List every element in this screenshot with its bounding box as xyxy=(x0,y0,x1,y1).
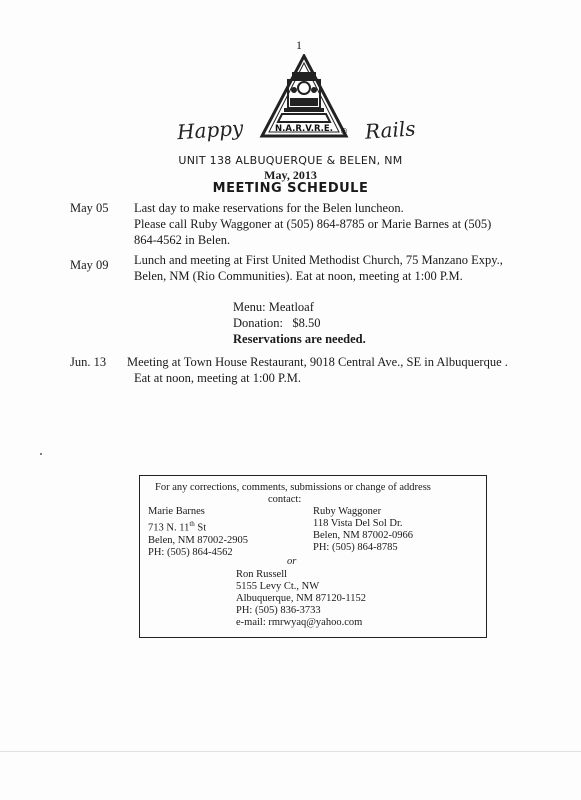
contact-or: or xyxy=(287,556,297,567)
page-number: 1 xyxy=(296,38,302,52)
entry-date: May 05 xyxy=(70,201,109,215)
contact-name: Ruby Waggoner xyxy=(313,506,382,517)
page-title: MEETING SCHEDULE xyxy=(212,181,369,196)
entry-line: Please call Ruby Waggoner at (505) 864-8785 or Marie Barnes at (505) xyxy=(134,217,492,231)
contact-email: e-mail: rmrwyaq@yahoo.com xyxy=(236,617,363,628)
contact-phone: PH: (505) 864-8785 xyxy=(313,542,398,553)
entry-date: May 09 xyxy=(70,258,109,272)
donation-line xyxy=(233,315,366,331)
contact-name: Ron Russell xyxy=(236,569,288,580)
entry-line: Last day to make reservations for the Belen luncheon. xyxy=(134,201,404,215)
contact-right xyxy=(313,506,413,554)
issue-month: May, 2013 xyxy=(264,168,317,182)
unit-line: UNIT 138 ALBUQUERQUE & BELEN, NM xyxy=(178,154,403,167)
entry-body xyxy=(134,252,503,284)
registered-mark: ® xyxy=(340,127,348,136)
scan-edge-line xyxy=(0,751,581,752)
entry-body xyxy=(134,200,491,248)
contact-city: Belen, NM 87002-2905 xyxy=(148,534,249,546)
contact-name: Marie Barnes xyxy=(148,506,205,517)
contact-phone: PH: (505) 836-3733 xyxy=(236,605,321,616)
stray-mark xyxy=(40,453,42,455)
entry-body xyxy=(127,354,508,386)
contact-city: Albuquerque, NM 87120-1152 xyxy=(236,593,366,604)
contact-intro: For any corrections, comments, submissions or change of address xyxy=(155,482,431,493)
entry-line: Belen, NM (Rio Communities). Eat at noon, meeting at 1:00 P.M. xyxy=(134,269,463,283)
contact-box xyxy=(139,475,487,638)
contact-left xyxy=(148,506,248,559)
entry-line: Meeting at Town House Restaurant, 9018 Central Ave., SE in Albuquerque . xyxy=(127,355,508,369)
locomotive-logo-icon xyxy=(258,54,350,144)
menu-line: Menu: Meatloaf xyxy=(233,300,314,314)
reservations-note: Reservations are needed. xyxy=(233,332,366,346)
donation-value: $8.50 xyxy=(292,316,321,330)
contact-intro-2: contact: xyxy=(268,494,302,505)
donation-label: Donation: xyxy=(233,316,283,330)
entry-date: Jun. 13 xyxy=(70,355,107,369)
contact-street: 5155 Levy Ct., NW xyxy=(236,581,320,592)
entry-line: Lunch and meeting at First United Methodist Church, 75 Manzano Expy., xyxy=(134,253,503,267)
menu-block xyxy=(233,299,366,347)
contact-third xyxy=(236,569,366,629)
entry-line: 864-4562 in Belen. xyxy=(134,233,231,247)
script-happy: Happy xyxy=(176,115,245,145)
entry-line: Eat at noon, meeting at 1:00 P.M. xyxy=(134,371,301,385)
logo-text: N.A.R.V.R.E. xyxy=(275,124,333,134)
contact-phone: PH: (505) 864-4562 xyxy=(148,546,233,558)
contact-street: 118 Vista Del Sol Dr. xyxy=(313,518,403,529)
script-rails: Rails xyxy=(364,116,417,144)
contact-city: Belen, NM 87002-0966 xyxy=(313,530,414,541)
contact-street: 713 N. 11th St xyxy=(148,520,207,534)
